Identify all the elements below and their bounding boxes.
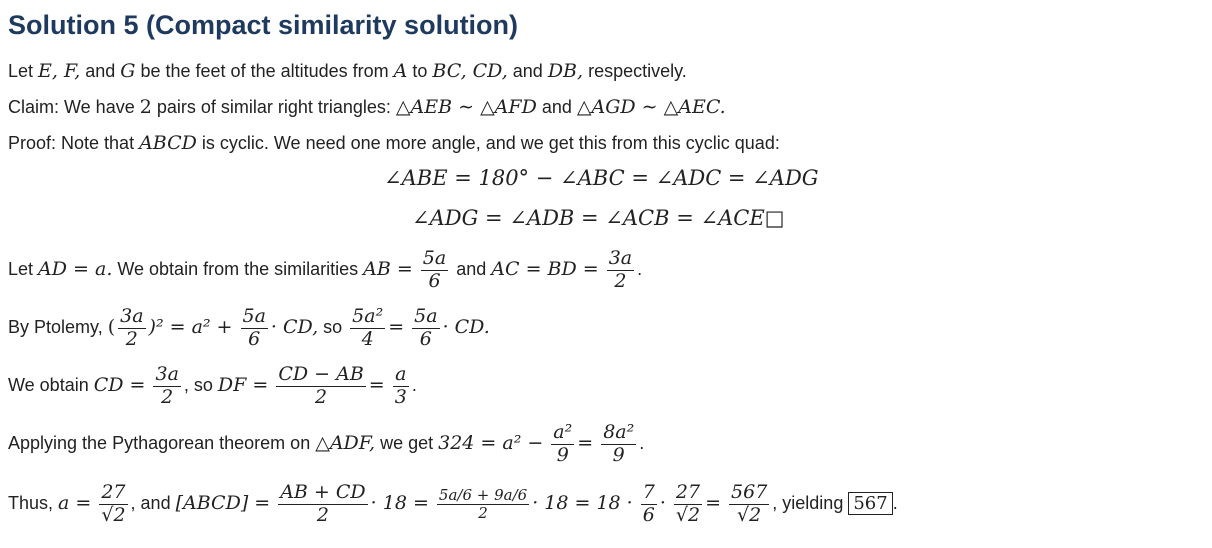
fraction-numerator: 3a [120,305,144,327]
display-equation-1: ∠ABE = 180° − ∠ABC = ∠ADC = ∠ADG [384,166,819,190]
fraction [276,364,365,409]
fraction [601,422,636,467]
fraction [241,306,268,351]
text: We obtain [8,375,94,396]
math: DF = [217,374,269,397]
boxed-answer: 567 [848,492,892,515]
fraction-numerator: 5a [242,305,266,327]
text: we get [375,433,439,454]
fraction-numerator: a² [553,421,573,443]
text: By Ptolemy, [8,317,108,338]
fraction-numerator: 7 [642,481,655,503]
math: · [659,492,666,515]
math: E, F, [38,60,81,82]
fraction [99,482,127,527]
math: 2 [139,96,152,118]
fraction-numerator: 5a² [352,305,384,327]
math: △AGD ∼ △AEC. [576,96,726,118]
text: to [407,61,433,81]
fraction-denominator: 6 [428,269,441,292]
text: and [507,61,548,81]
text: pairs of similar right triangles: [151,97,396,117]
page-title: Solution 5 (Compact similarity solution) [8,10,519,40]
text: , yielding [772,493,849,514]
math: · 18 = 18 · [532,492,633,515]
fraction [641,482,657,527]
math: · 18 = [370,492,429,515]
fraction [729,482,769,527]
text: We obtain from the similarities [112,259,364,280]
paragraph-line-5 [8,306,490,351]
text: Claim: We have [8,97,140,117]
math: AC = BD = [491,258,599,281]
text: Thus, [8,493,59,514]
fraction-numerator: 5a [414,305,438,327]
text: and [451,259,492,280]
fraction [393,364,409,409]
fraction-numerator: 27 [674,482,702,505]
fraction-numerator: 567 [731,481,768,503]
paragraph-line-3 [8,132,780,154]
fraction-numerator: 27 [99,482,127,505]
fraction-denominator: 6 [248,327,261,350]
text: be the feet of the altitudes from [135,61,394,81]
fraction-denominator: 2 [614,269,627,292]
fraction [153,364,180,409]
text: , and [130,493,176,514]
fraction-denominator: √2 [737,503,762,526]
text: . [892,493,898,514]
fraction [350,306,385,351]
math: ABCD [139,132,197,154]
fraction [551,422,574,467]
math: a = [58,492,92,515]
math: = [577,432,594,455]
math: G [120,60,136,82]
fraction [412,306,439,351]
fraction [437,487,529,523]
math: △ADF, [315,432,376,455]
fraction-denominator: √2 [675,503,701,526]
text: Let [8,259,39,280]
text: . [637,259,643,280]
text: and [80,61,121,81]
fraction-denominator: 6 [419,327,432,350]
text: . [411,375,417,396]
text: and [536,97,577,117]
math: · CD. [442,316,490,339]
fraction-denominator: 6 [642,503,655,526]
fraction-denominator: 2 [125,327,138,350]
math: = [368,374,385,397]
fraction-denominator: √2 [101,503,126,526]
fraction-denominator: 2 [315,385,328,408]
text: . [639,433,645,454]
math: BC, CD, [432,60,508,82]
fraction [421,248,448,293]
fraction-numerator: a [393,364,409,387]
fraction-denominator: 3 [394,385,407,408]
math: ( [107,316,116,339]
math: = [388,316,405,339]
math: [ABCD] = [175,492,271,515]
fraction-numerator: 5a [422,247,447,269]
text: is cyclic. We need one more angle, and we get this from this cyclic quad: [196,133,780,153]
fraction-numerator: CD − AB [278,363,364,385]
text: Let [8,61,39,81]
paragraph-line-2 [8,96,726,118]
math: AD = a. [38,258,113,281]
fraction-denominator: 9 [556,443,569,466]
math: DB, [547,60,584,82]
fraction-numerator: AB + CD [280,481,366,503]
math: CD = [93,374,146,397]
fraction [118,306,145,351]
text: , so [183,375,218,396]
math: △AEB ∼ △AFD [395,96,537,118]
fraction-denominator: 2 [478,503,488,522]
text: so [318,317,348,338]
math: · CD, [270,316,319,339]
paragraph-line-4 [8,248,642,293]
fraction-numerator: 5a/6 + 9a/6 [438,485,528,504]
paragraph-line-6 [8,364,417,409]
fraction [278,482,367,527]
fraction [607,248,634,293]
text: Applying the Pythagorean theorem on [8,433,316,454]
math: )² = a² + [148,316,233,339]
fraction-numerator: 8a² [603,421,635,443]
display-equation-2: ∠ADG = ∠ADB = ∠ACB = ∠ACE□ [412,206,785,230]
fraction-denominator: 2 [316,503,329,526]
math: AB = [363,258,413,281]
text: Proof: Note that [8,133,140,153]
math: A [393,60,408,82]
fraction-denominator: 4 [361,327,374,350]
math: 324 = a² − [438,432,544,455]
fraction-numerator: 3a [608,247,633,269]
fraction-numerator: 3a [155,363,179,385]
text: respectively. [583,61,687,81]
fraction-denominator: 2 [161,385,174,408]
paragraph-line-8 [8,482,898,527]
math: = [705,492,721,515]
paragraph-line-1 [8,60,687,82]
paragraph-line-7 [8,422,644,467]
fraction-denominator: 9 [612,443,625,466]
fraction [674,482,702,527]
